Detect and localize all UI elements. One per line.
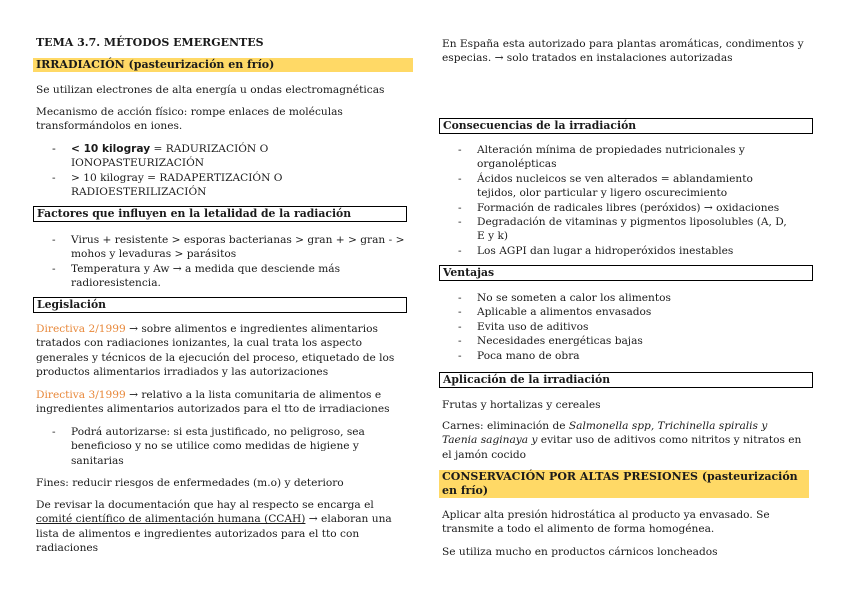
directive-3-paragraph (36, 388, 410, 417)
consequence-text: Alteración mínima de propiedades nutricionales y organolépticas (477, 144, 745, 171)
advantage-item: - Necesidades energéticas bajas (458, 335, 643, 348)
advantage-text: No se someten a calor los alimentos (477, 292, 671, 304)
application-header: Aplicación de la irradiación (439, 372, 813, 388)
meats-species: Salmonella spp, Trichinella spiralis y Taenia saginaya y (442, 420, 768, 447)
irradiation-paragraph-2: Mecanismo de acción físico: rompe enlaces de moléculas transformándolos en iones. (36, 106, 343, 133)
advantage-item: - No se someten a calor los alimentos (458, 292, 671, 304)
dose-label: = RADURIZACIÓN O IONOPASTEURIZACIÓN (71, 143, 269, 170)
factor-item: - Temperatura y Aw → a medida que desciende más radioresistencia. (52, 262, 341, 290)
spain-paragraph: En España esta autorizado para plantas aromáticas, condimentos y especias. → solo tratados en instalaciones autorizadas (442, 38, 804, 65)
meats-paragraph (442, 419, 802, 462)
page-title: TEMA 3.7. MÉTODOS EMERGENTES (36, 36, 264, 49)
consequence-item: - Alteración mínima de propiedades nutricionales y organolépticas (458, 144, 745, 171)
directive-2-paragraph (36, 322, 410, 380)
ccah-text: comité científico de alimentación humana (CCAH) (36, 513, 306, 526)
advantage-item: - Poca mano de obra (458, 349, 580, 362)
dose-item: - > 10 kilogray = RADAPERTIZACIÓN O RADIOESTERILIZACIÓN (52, 171, 283, 199)
advantage-item: - Evita uso de aditivos (458, 320, 589, 333)
authorize-text: Podrá autorizarse: si esta justificado, no peligroso, sea beneficioso y no se utilice como medidas de higiene y sanitarias (71, 426, 365, 467)
irradiation-header: IRRADIACIÓN (pasteurización en frío) (33, 58, 413, 72)
pressure-paragraph-2: Se utiliza mucho en productos cárnicos loncheados (442, 546, 718, 558)
consequence-item: - Formación de radicales libres (peróxidos) → oxidaciones (458, 201, 780, 214)
factor-text: Temperatura y Aw → a medida que desciende más radioresistencia. (71, 262, 341, 290)
factors-header: Factores que influyen en la letalidad de la radiación (33, 206, 407, 222)
advantage-text: Poca mano de obra (477, 349, 580, 362)
advantage-text: Evita uso de aditivos (477, 320, 589, 333)
directive-2-link[interactable]: Directiva 2/1999 (36, 323, 126, 335)
authorize-list (36, 425, 396, 468)
dose-threshold-low: < 10 kilogray (71, 143, 151, 155)
advantages-header: Ventajas (439, 265, 813, 281)
legislation-header: Legislación (33, 297, 407, 313)
consequences-header: Consecuencias de la irradiación (439, 118, 813, 134)
review-paragraph (36, 498, 410, 556)
directive-3-link[interactable]: Directiva 3/1999 (36, 389, 126, 401)
dose-item: - < 10 kilogray = RADURIZACIÓN O IONOPASTEURIZACIÓN (52, 143, 269, 170)
pressure-paragraph-1: Aplicar alta presión hidrostática al producto ya envasado. Se transmite a todo el alimento de forma homogénea. (442, 509, 770, 536)
advantage-text: Aplicable a alimentos envasados (477, 306, 652, 319)
pressure-header: CONSERVACIÓN POR ALTAS PRESIONES (pasteurización en frío) (439, 470, 809, 498)
consequence-text: Los AGPI dan lugar a hidroperóxidos inestables (477, 244, 734, 257)
consequence-text: Formación de radicales libres (peróxidos) → oxidaciones (477, 201, 780, 214)
advantages-list (442, 291, 816, 363)
factors-list (36, 233, 410, 291)
review-text-a: De revisar la documentación que hay al respecto se encarga el (36, 499, 374, 511)
factor-text: Virus + resistente > esporas bacterianas > gran + > gran - > mohos y levaduras > parásitos (71, 234, 405, 261)
dose-label: > 10 kilogray = RADAPERTIZACIÓN O RADIOESTERILIZACIÓN (71, 171, 283, 199)
factor-item: - Virus + resistente > esporas bacterianas > gran + > gran - > mohos y levaduras > parásitos (52, 234, 405, 261)
review-text-b: → elaboran una lista de alimentos e ingredientes autorizados para el tto con radiaciones (36, 513, 392, 555)
fruits-text: Frutas y hortalizas y cereales (442, 399, 601, 411)
directive-2-text: → sobre alimentos e ingredientes alimentarios tratados con radiaciones ionizantes, la cual trata los aspecto generales y técnicos de la ejecución del proceso, etiquetado de los productos alimentarios irradiados y las autorizaciones (36, 323, 395, 379)
directive-3-text: → relativo a la lista comunitaria de alimentos e ingredientes alimentarios autorizados para el tto de irradiaciones (36, 389, 390, 416)
meats-text-a: Carnes: eliminación de (442, 420, 569, 432)
advantage-text: Necesidades energéticas bajas (477, 335, 643, 348)
consequence-text: Ácidos nucleicos se ven alterados = ablandamiento tejidos, olor particular y ligero oscurecimiento (477, 172, 753, 200)
dose-list (36, 142, 336, 200)
consequence-item: - Los AGPI dan lugar a hidroperóxidos inestables (458, 244, 734, 257)
meats-text-b: evitar uso de aditivos como nitritos y nitratos en el jamón cocido (442, 434, 802, 461)
consequence-text: Degradación de vitaminas y pigmentos liposolubles (A, D, E y k) (477, 216, 787, 243)
consequence-item: - Degradación de vitaminas y pigmentos liposolubles (A, D, E y k) (458, 216, 787, 243)
consequences-list (442, 143, 792, 258)
fines-text: Fines: reducir riesgos de enfermedades (m.o) y deterioro (36, 477, 344, 489)
authorize-item: - Podrá autorizarse: si esta justificado, no peligroso, sea beneficioso y no se utilice como medidas de higiene y sanitarias (52, 426, 365, 467)
consequence-item: - Ácidos nucleicos se ven alterados = ablandamiento tejidos, olor particular y ligero oscurecimiento (458, 172, 753, 200)
irradiation-paragraph-1: Se utilizan electrones de alta energía u ondas electromagnéticas (36, 84, 385, 96)
advantage-item: - Aplicable a alimentos envasados (458, 306, 652, 319)
